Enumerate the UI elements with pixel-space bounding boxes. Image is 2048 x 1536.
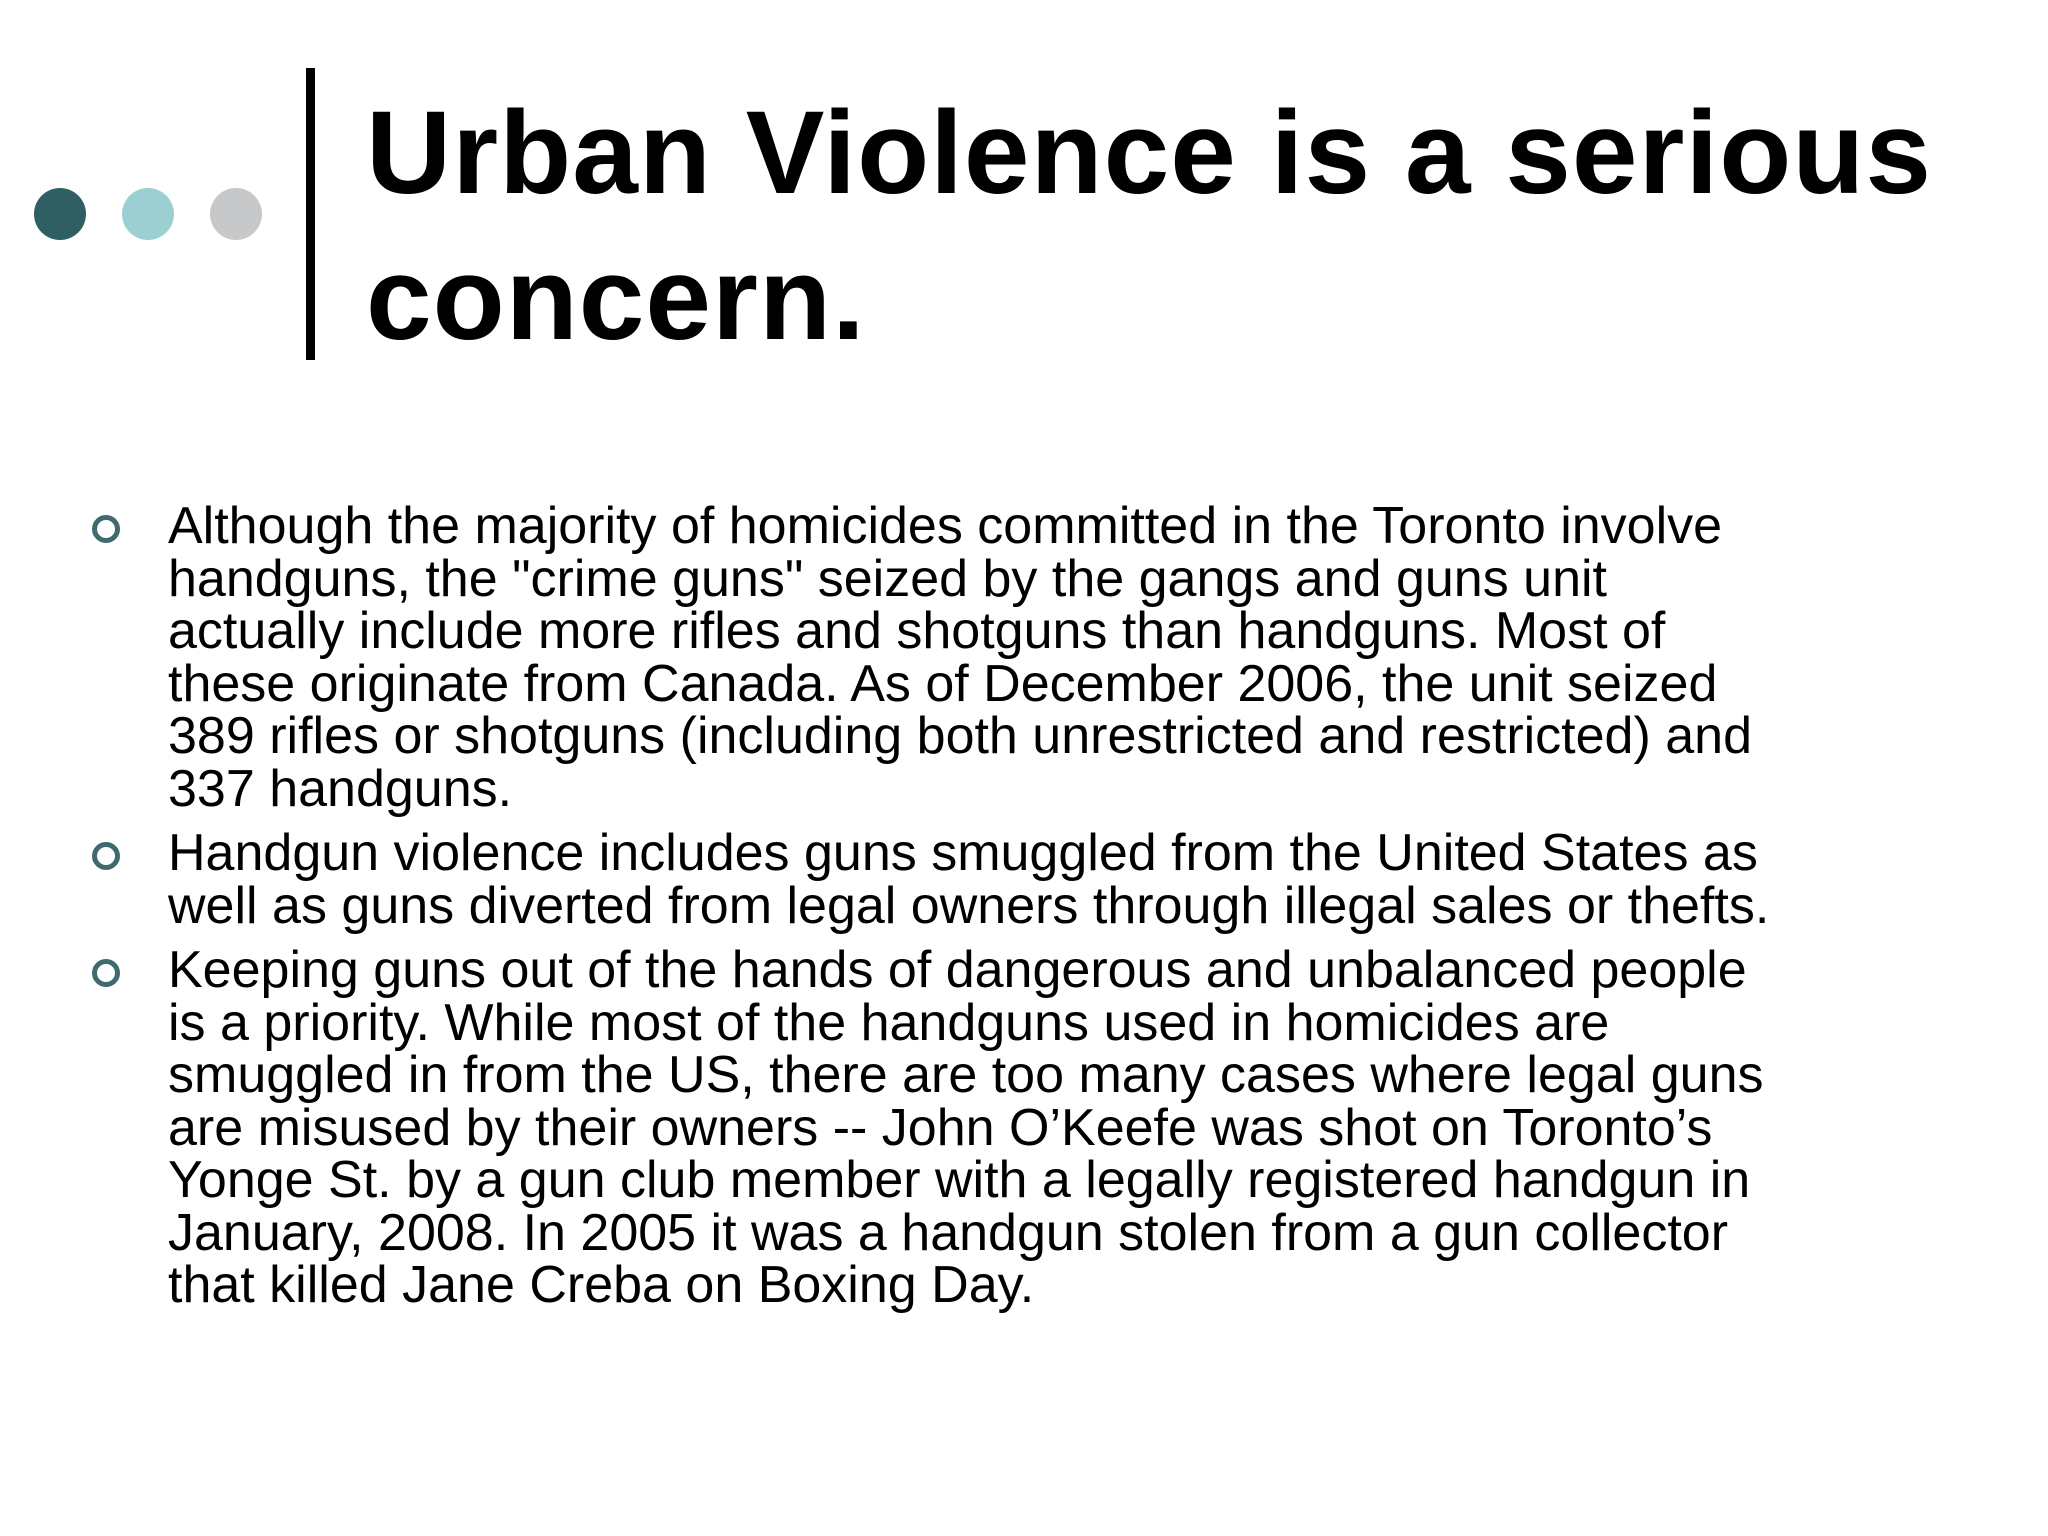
- hollow-circle-bullet-icon: [92, 842, 120, 870]
- slide-title: Urban Violence is a serious concern.: [366, 87, 1933, 365]
- dark-teal-dot-icon: [34, 188, 86, 240]
- gray-dot-icon: [210, 188, 262, 240]
- bullet-list: [92, 497, 1992, 1324]
- hollow-circle-bullet-icon: [92, 959, 120, 987]
- bullet-text: Handgun violence includes guns smuggled from the United States as well as guns diverted from legal owners through illegal sales or thefts.: [168, 824, 1770, 935]
- bullet-item: [92, 941, 1992, 1314]
- bullet-item: [92, 497, 1992, 818]
- light-teal-dot-icon: [122, 188, 174, 240]
- bullet-item: [92, 824, 1992, 935]
- decorative-dots: [34, 188, 274, 244]
- bullet-text: Although the majority of homicides committed in the Toronto involve handguns, the "crime guns" seized by the gangs and guns unit actually include more rifles and shotguns than handguns. Most of these originate from Canada. As of December 2006, the unit seized 389 rifles or shotguns (including both unrestricted and restricted) and 337 handguns.: [168, 497, 1752, 818]
- title-divider: [306, 68, 315, 360]
- bullet-text: Keeping guns out of the hands of dangerous and unbalanced people is a priority. While most of the handguns used in homicides are smuggled in from the US, there are too many cases where legal guns are misused by their owners -- John O’Keefe was shot on Toronto’s Yonge St. by a gun club member with a legally registered handgun in January, 2008. In 2005 it was a handgun stolen from a gun collector that killed Jane Creba on Boxing Day.: [168, 941, 1764, 1314]
- hollow-circle-bullet-icon: [92, 515, 120, 543]
